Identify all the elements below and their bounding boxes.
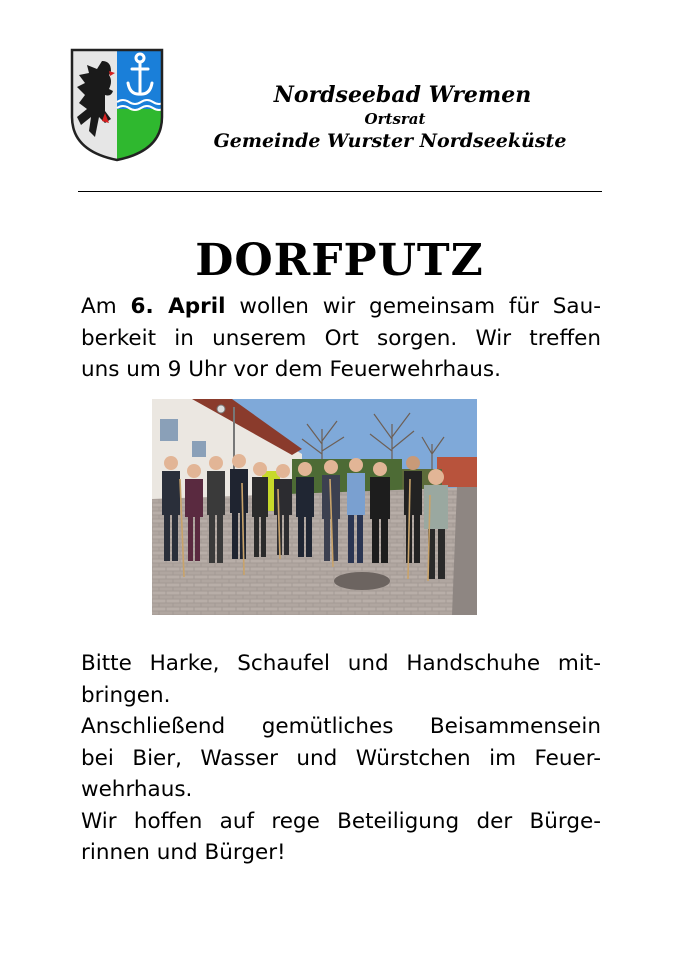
intro-line-3: uns um 9 Uhr vor dem Feuerwehrhaus. bbox=[81, 357, 501, 382]
group-photo bbox=[152, 399, 477, 615]
details-paragraph bbox=[81, 648, 601, 869]
details-line-7: rinnen und Bürger! bbox=[81, 840, 286, 865]
intro-line-1: Am 6. April wollen wir gemeinsam für Sau- bbox=[81, 294, 601, 319]
details-line-1: Bitte Harke, Schaufel und Handschuhe mit- bbox=[81, 651, 601, 676]
header-municipality: Gemeinde Wurster Nordseeküste bbox=[213, 130, 567, 152]
header bbox=[180, 80, 600, 154]
details-line-3: Anschließend gemütliches Beisammensein bbox=[81, 714, 601, 739]
date-highlight: 6. April bbox=[130, 294, 226, 319]
details-line-2: bringen. bbox=[81, 682, 171, 708]
header-divider bbox=[78, 191, 602, 192]
details-line-5: wehrhaus. bbox=[81, 777, 193, 802]
headline: DORFPUTZ bbox=[195, 235, 484, 286]
coat-of-arms bbox=[69, 47, 165, 163]
intro-line-2: berkeit in unserem Ort sorgen. Wir treffen bbox=[81, 325, 601, 351]
header-title: Nordseebad Wremen bbox=[273, 82, 532, 108]
details-line-4: bei Bier, Wasser und Würstchen im Feuer- bbox=[81, 745, 601, 771]
details-line-6: Wir hoffen auf rege Beteiligung der Bürge- bbox=[81, 808, 601, 834]
header-subtitle: Ortsrat bbox=[364, 110, 426, 128]
intro-paragraph bbox=[81, 291, 601, 386]
